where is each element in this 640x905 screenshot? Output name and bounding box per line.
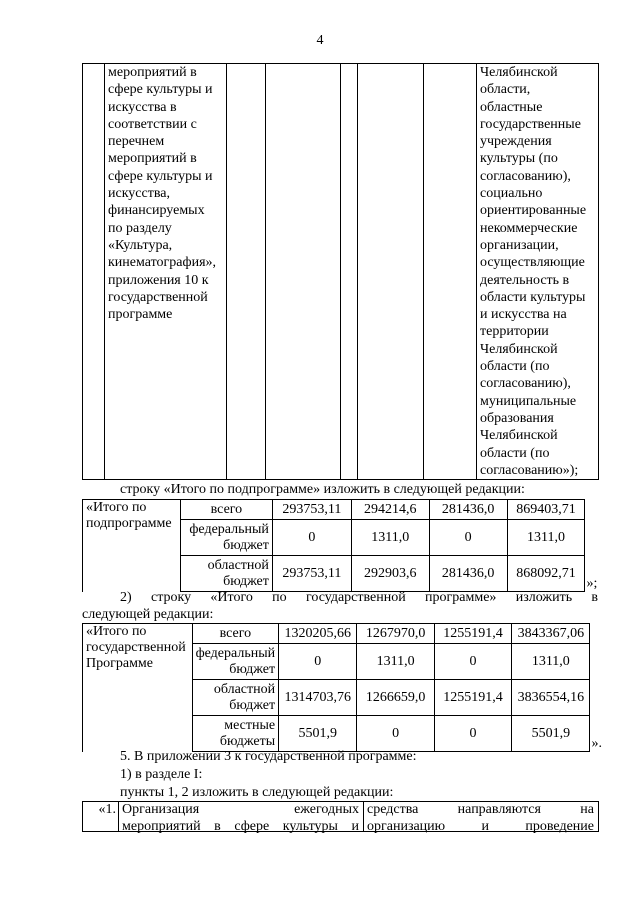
paragraph-appendix3: 5. В приложении 3 к государственной программе: bbox=[120, 749, 417, 764]
table-row: «Итого по подпрограмме всего 293753,11 294214,6 281436,0 869403,71 »; bbox=[83, 500, 607, 520]
table-row: федеральный бюджет 0 1311,0 0 1311,0 bbox=[83, 644, 603, 680]
item-number: «1. bbox=[98, 802, 116, 817]
closing-quote: »; bbox=[585, 500, 606, 592]
activity-description: мероприятий в сфере культуры и искусства в соответствии с перечнем мероприятий в сфере культуры и искусства, финансируемых по разделу «Культура, кинематография», приложения 10 к государственной программе bbox=[108, 65, 217, 323]
paragraph-subprogram-intro: строку «Итого по подпрограмме» изложить в следующей редакции: bbox=[120, 482, 525, 497]
paragraph-program-intro-cont: следующей редакции: bbox=[82, 607, 214, 622]
executors-description: Челябинской области, областные государственные учреждения культуры (по согласованию), социально ориентированные некоммерческие организации, осуществляющие деятельность в области культуры и искусства на территории Челябинской области (по согласованию), муниципальные образования Челябинской области (по согласованию»); bbox=[480, 65, 587, 478]
paragraph-section1: 1) в разделе I: bbox=[120, 767, 203, 782]
row-header-cell: «Итого по подпрограмме bbox=[83, 500, 181, 592]
row-header-cell: «Итого по государственной Программе bbox=[83, 624, 193, 752]
paragraph-program-intro: 2) строку «Итого по государственной программе» изложить в bbox=[120, 590, 598, 605]
page-number: 4 bbox=[316, 33, 324, 48]
table-row: федеральный бюджет 0 1311,0 0 1311,0 bbox=[83, 520, 607, 556]
table-row: областной бюджет 293753,11 292903,6 281436,0 868092,71 bbox=[83, 556, 607, 592]
subprogram-total-table bbox=[82, 499, 606, 592]
paragraph-items: пункты 1, 2 изложить в следующей редакции: bbox=[120, 785, 394, 800]
item-activity: Организация ежегодных мероприятий в сфере культуры и bbox=[122, 802, 359, 835]
program-total-table bbox=[82, 623, 602, 752]
item-funding: средства направляются на организацию и проведение bbox=[367, 802, 594, 835]
closing-quote: ». bbox=[590, 624, 602, 752]
table-row: областной бюджет 1314703,76 1266659,0 1255191,4 3836554,16 bbox=[83, 680, 603, 716]
table-row: местные бюджеты 5501,9 0 0 5501,9 bbox=[83, 716, 603, 752]
table-row: «Итого по государственной Программе всего 1320205,66 1267970,0 1255191,4 3843367,06 ». bbox=[83, 624, 603, 644]
